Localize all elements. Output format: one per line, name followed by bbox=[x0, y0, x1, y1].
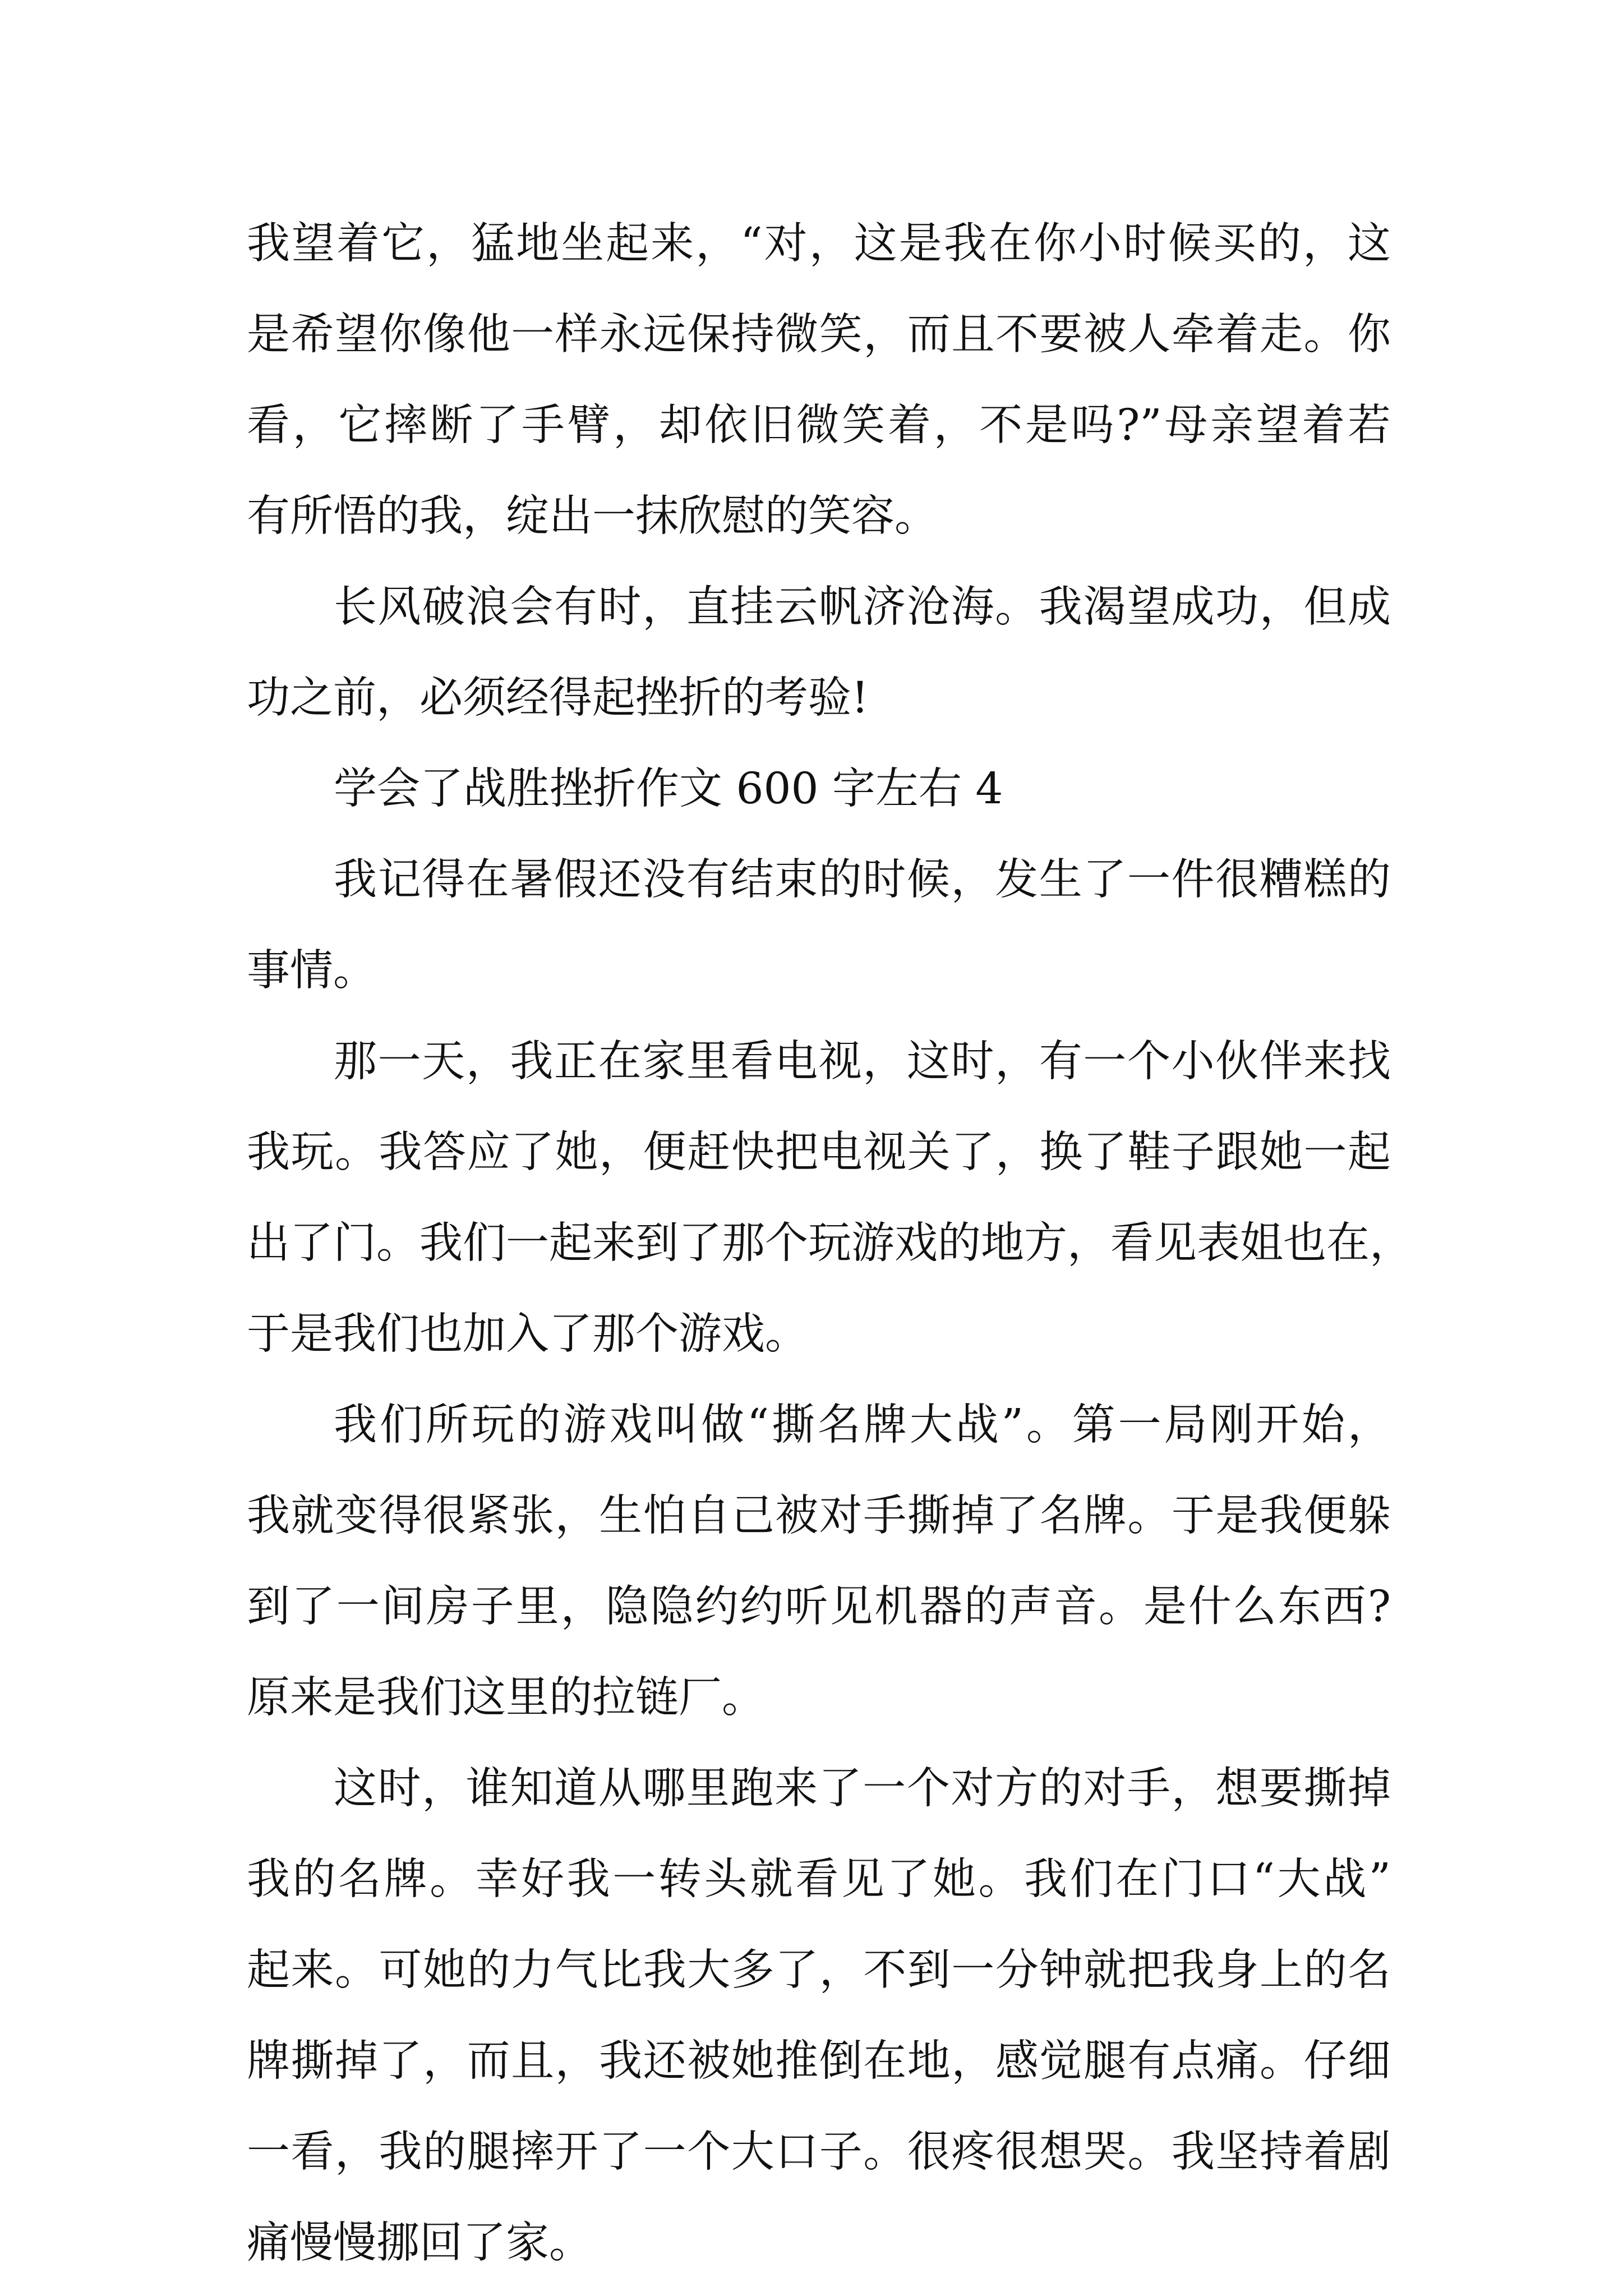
text-line: 有所悟的我，绽出一抹欣慰的笑容。 bbox=[247, 491, 938, 541]
text-line: 到了一间房子里，隐隐约约听见机器的声音。是什么东西? bbox=[247, 1582, 1391, 1632]
text-line: 是希望你像他一样永远保持微笑，而且不要被人牵着走。你 bbox=[247, 310, 1391, 360]
section-heading: 学会了战胜挫折作文 600 字左右 4 bbox=[334, 764, 1003, 814]
text-line: 原来是我们这里的拉链厂。 bbox=[247, 1673, 765, 1723]
text-line: 我玩。我答应了她，便赶快把电视关了，换了鞋子跟她一起 bbox=[247, 1128, 1391, 1177]
text-line: 看，它摔断了手臂，却依旧微笑着，不是吗?”母亲望着若 bbox=[247, 401, 1391, 450]
paragraph-start-line: 这时，谁知道从哪里跑来了一个对方的对手，想要撕掉 bbox=[334, 1764, 1391, 1814]
text-line: 起来。可她的力气比我大多了，不到一分钟就把我身上的名 bbox=[247, 1945, 1391, 1995]
text-line: 痛慢慢挪回了家。 bbox=[247, 2218, 592, 2268]
text-line: 我的名牌。幸好我一转头就看见了她。我们在门口“大战” bbox=[247, 1855, 1391, 1904]
text-line: 出了门。我们一起来到了那个玩游戏的地方，看见表姐也在， bbox=[247, 1218, 1413, 1268]
text-line: 功之前，必须经得起挫折的考验! bbox=[247, 673, 869, 723]
text-line: 一看，我的腿摔开了一个大口子。很疼很想哭。我坚持着剧 bbox=[247, 2127, 1391, 2177]
text-line: 我望着它，猛地坐起来，“对，这是我在你小时候买的，这 bbox=[247, 219, 1391, 269]
text-line: 我就变得很紧张，生怕自己被对手撕掉了名牌。于是我便躲 bbox=[247, 1491, 1391, 1541]
text-line: 牌撕掉了，而且，我还被她推倒在地，感觉腿有点痛。仔细 bbox=[247, 2036, 1391, 2086]
paragraph-start-line: 我们所玩的游戏叫做“撕名牌大战”。第一局刚开始， bbox=[334, 1400, 1391, 1450]
paragraph-start-line: 长风破浪会有时，直挂云帆济沧海。我渴望成功，但成 bbox=[334, 582, 1391, 632]
text-line: 事情。 bbox=[247, 946, 376, 996]
paragraph-start-line: 那一天，我正在家里看电视，这时，有一个小伙伴来找 bbox=[334, 1037, 1391, 1087]
paragraph-start-line: 我记得在暑假还没有结束的时候，发生了一件很糟糕的 bbox=[334, 855, 1391, 905]
text-line: 于是我们也加入了那个游戏。 bbox=[247, 1309, 808, 1359]
